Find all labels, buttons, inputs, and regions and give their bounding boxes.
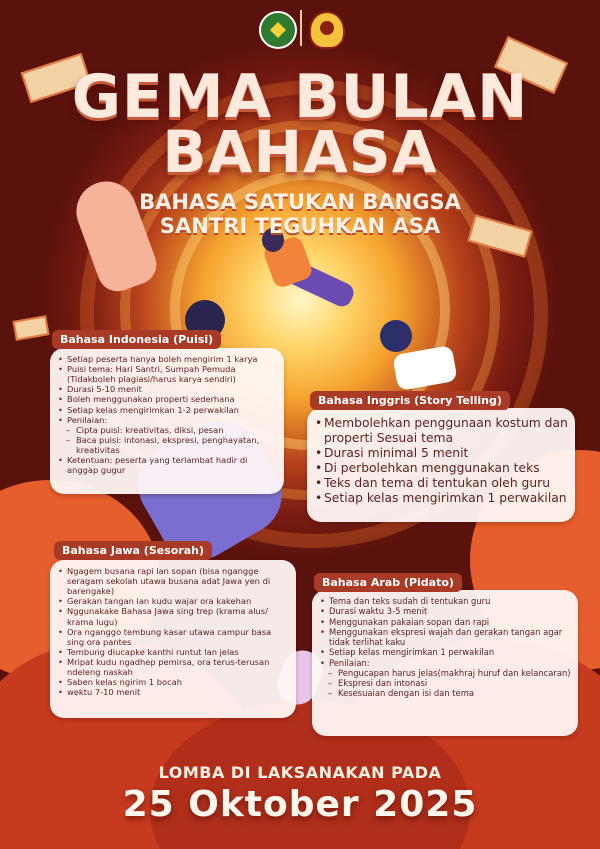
list-item: • Tembung diucapke kanthi runtut lan jelas bbox=[58, 647, 290, 657]
list-item: • Membolehkan penggunaan kostum dan properti Sesuai tema bbox=[315, 416, 569, 446]
logo-divider bbox=[300, 10, 302, 46]
event-date: 25 Oktober 2025 bbox=[122, 784, 478, 825]
list-item: • Ngagem busana rapi lan sopan (bisa ngangge seragam sekolah utawa busana adat Jawa yen di barengake) bbox=[58, 566, 290, 596]
subtitle-line-1: BAHASA SATUKAN BANGSA bbox=[139, 190, 461, 214]
list-item: • Setiap kelas mengirimkan 1 perwakilan bbox=[315, 491, 569, 506]
card-title-bahasa-jawa: Bahasa Jawa (Sesorah) bbox=[54, 541, 212, 560]
list-subitem: – Pengucapan harus jelas(makhraj huruf dan kelancaran) bbox=[320, 668, 572, 678]
list-item: • Mripat kudu ngadhep pemirsa, ora terus-terusan ndeleng naskah bbox=[58, 657, 290, 677]
rules-list bbox=[315, 416, 569, 506]
list-item: • Menggunakan ekspresi wajah dan gerakan tangan agar tidak terlihat kaku bbox=[320, 627, 572, 648]
list-item: • Penilaian: bbox=[58, 415, 278, 425]
card-bahasa-jawa bbox=[50, 560, 296, 718]
list-item: • Saben kelas ngirim 1 bocah bbox=[58, 677, 290, 687]
list-item: • Tema dan teks sudah di tentukan guru bbox=[320, 596, 572, 606]
list-item: • Setiap peserta hanya boleh mengirim 1 karya bbox=[58, 354, 278, 364]
list-item: • Setiap kelas mengirimkan 1-2 perwakilan bbox=[58, 405, 278, 415]
rules-list bbox=[320, 596, 572, 699]
list-item: • Ora nganggo tembung kasar utawa campur basa sing ora pantes bbox=[58, 627, 290, 647]
school-emblem-icon bbox=[259, 11, 297, 49]
list-item: • Durasi waktu 3-5 menit bbox=[320, 606, 572, 616]
subtitle-line-2: SANTRI TEGUHKAN ASA bbox=[159, 214, 441, 238]
list-subitem: – Kesesuaian dengan isi dan tema bbox=[320, 688, 572, 698]
rules-list bbox=[58, 354, 278, 475]
card-bahasa-arab bbox=[312, 590, 578, 736]
card-title-bahasa-indonesia: Bahasa Indonesia (Puisi) bbox=[52, 330, 221, 349]
list-item: • Setiap kelas mengirimkan 1 perwakilan bbox=[320, 647, 572, 657]
list-subitem: – Cipta puisi: kreativitas, diksi, pesan bbox=[58, 425, 278, 435]
list-item: • Gerakan tangan lan kudu wajar ora kakehan bbox=[58, 596, 290, 606]
card-title-bahasa-arab: Bahasa Arab (Pidato) bbox=[314, 573, 462, 592]
rules-list bbox=[58, 566, 290, 697]
title-line-2: BAHASA bbox=[162, 118, 438, 186]
list-item: • wektu 7-10 menit bbox=[58, 687, 290, 697]
card-bahasa-indonesia bbox=[50, 348, 284, 494]
list-item: • Di perbolehkan menggunakan teks bbox=[315, 461, 569, 476]
list-item: • Durasi minimal 5 menit bbox=[315, 446, 569, 461]
list-item: • Boleh menggunakan properti sederhana bbox=[58, 394, 278, 404]
list-item: • Ketentuan: peserta yang terlambat hadir di anggap gugur bbox=[58, 455, 278, 475]
list-item: • Puisi tema: Hari Santri, Sumpah Pemuda (Tidakboleh plagiasi/harus karya sendiri) bbox=[58, 364, 278, 384]
card-title-bahasa-inggris: Bahasa Inggris (Story Telling) bbox=[310, 391, 510, 410]
card-bahasa-inggris bbox=[307, 408, 575, 522]
list-item: • Penilaian: bbox=[320, 658, 572, 668]
flying-page-icon bbox=[13, 315, 50, 341]
list-item: • Teks dan tema di tentukan oleh guru bbox=[315, 476, 569, 491]
list-item: • Nggunakake Bahasa Jawa sing trep (krama alus/ krama lugu) bbox=[58, 606, 290, 626]
list-subitem: – Baca puisi: intonasi, ekspresi, penghayatan, kreativitas bbox=[58, 435, 278, 455]
list-subitem: – Ekspresi dan intonasi bbox=[320, 678, 572, 688]
event-date-label: LOMBA DI LAKSANAKAN PADA bbox=[158, 763, 442, 782]
list-item: • Menggunakan pakaian sopan dan rapi bbox=[320, 617, 572, 627]
student-figure-right-head bbox=[380, 320, 412, 352]
list-item: • Durasi 5-10 menit bbox=[58, 384, 278, 394]
title-line-1: GEMA BULAN bbox=[71, 62, 529, 132]
osis-emblem-icon bbox=[309, 11, 345, 49]
